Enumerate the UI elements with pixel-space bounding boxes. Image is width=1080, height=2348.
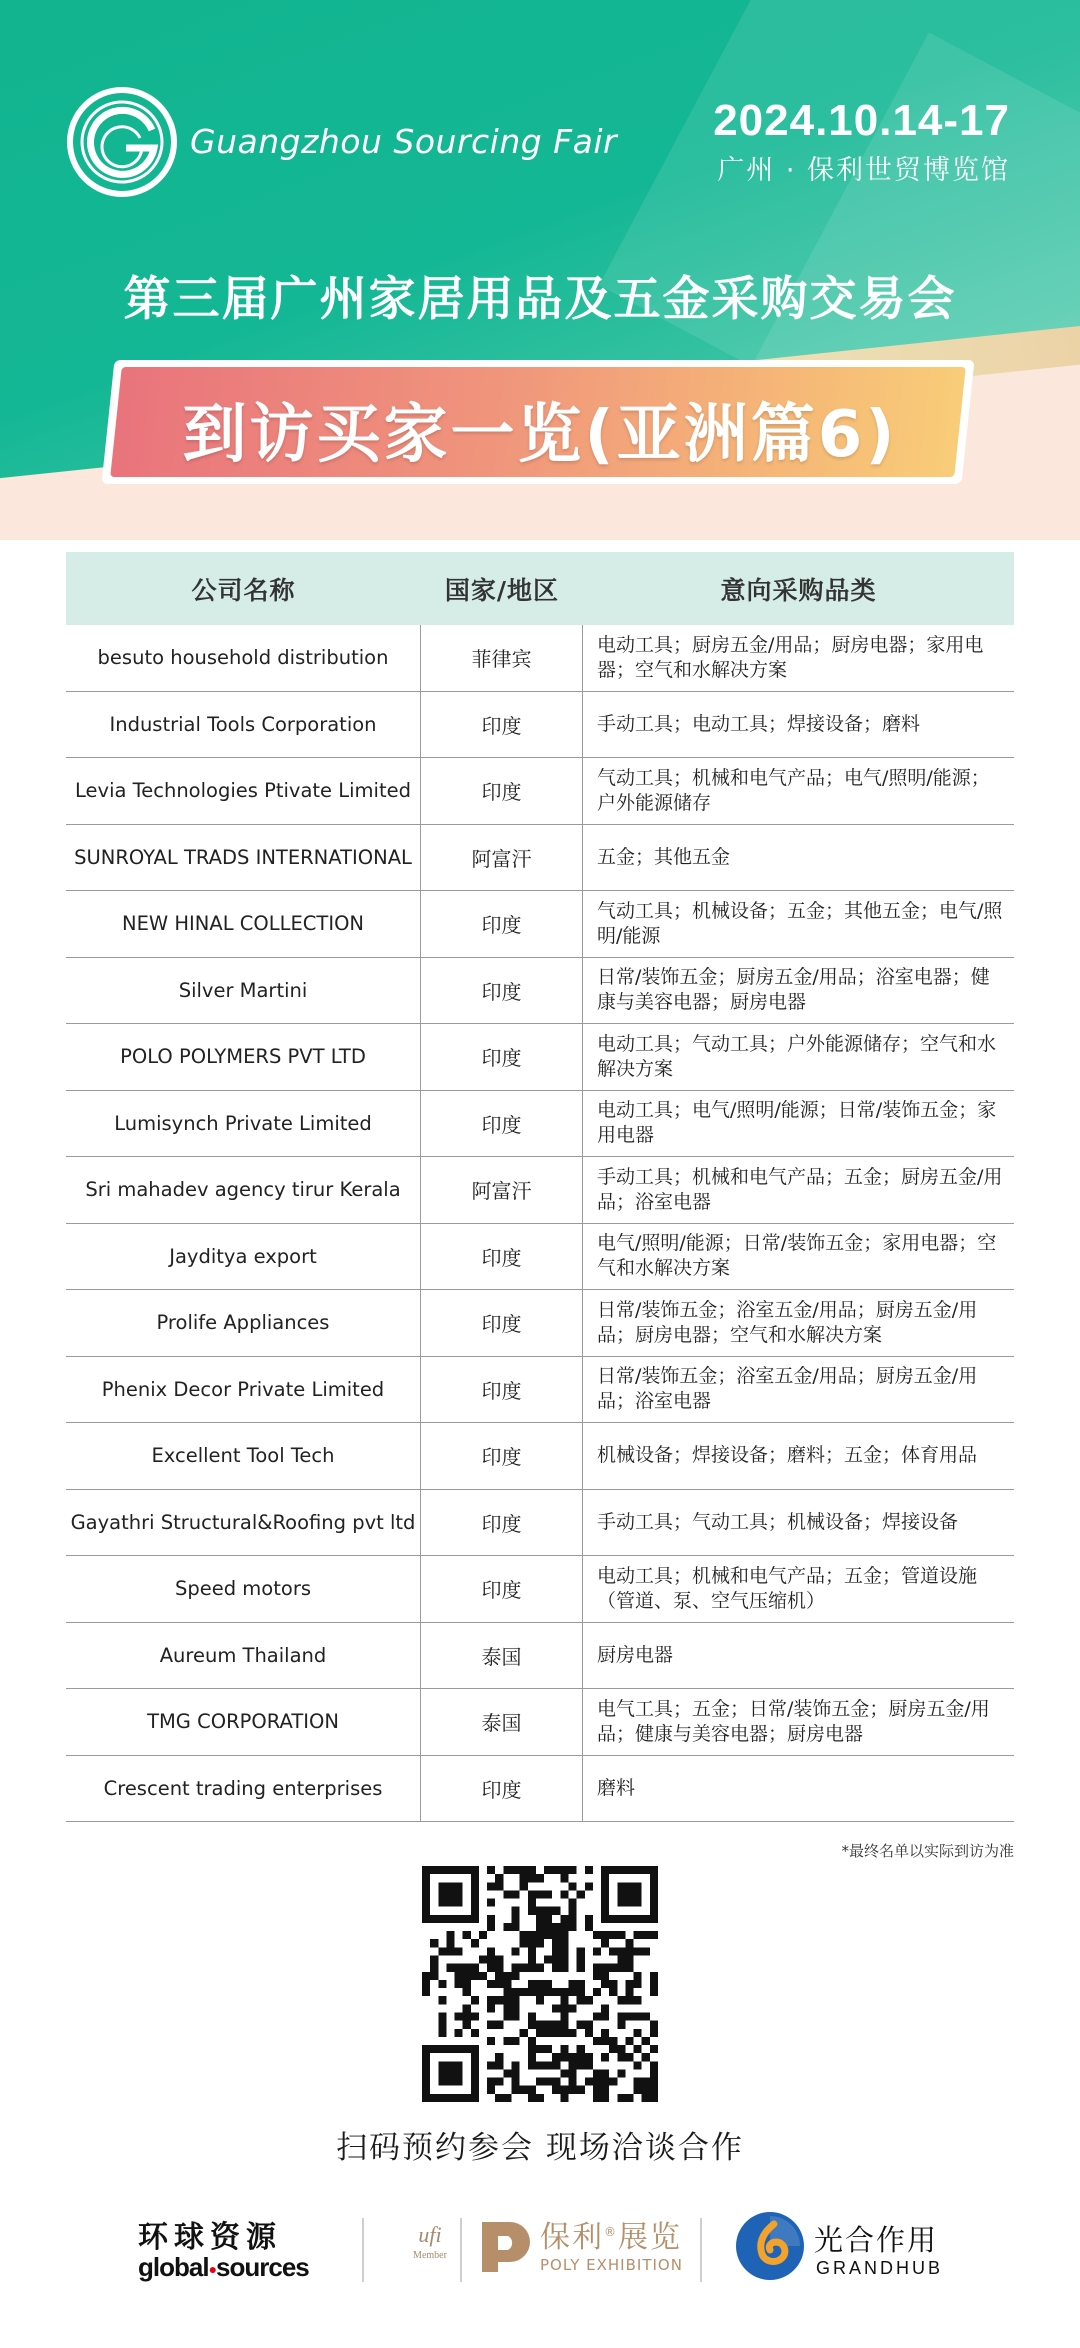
table-row bbox=[66, 1490, 1014, 1557]
country-region: 阿富汗 bbox=[421, 825, 583, 891]
table-row bbox=[66, 1157, 1014, 1224]
page-title: 到访买家一览(亚洲篇6) bbox=[182, 398, 898, 472]
global-sources-logo-en: global●sources bbox=[138, 2252, 309, 2282]
country-region: 印度 bbox=[421, 1091, 583, 1157]
country-region: 印度 bbox=[421, 1423, 583, 1489]
country-region: 印度 bbox=[421, 1357, 583, 1423]
purchase-categories: 五金；其他五金 bbox=[597, 845, 731, 868]
purchase-categories: 手动工具；电动工具；焊接设备；磨料 bbox=[597, 712, 921, 735]
fair-logo-icon bbox=[66, 86, 178, 198]
country-region: 印度 bbox=[421, 1556, 583, 1622]
grandhub-cn: 光合作用 bbox=[814, 2223, 939, 2257]
country-region: 阿富汗 bbox=[421, 1157, 583, 1223]
table-row bbox=[66, 1290, 1014, 1357]
table-row bbox=[66, 1091, 1014, 1158]
purchase-categories: 手动工具；气动工具；机械设备；焊接设备 bbox=[597, 1510, 959, 1533]
country-region: 泰国 bbox=[421, 1689, 583, 1755]
poly-exhibition-cn: 保利®展览 bbox=[540, 2220, 682, 2255]
grandhub-en: GRANDHUB bbox=[816, 2258, 944, 2278]
company-name: Phenix Decor Private Limited bbox=[66, 1357, 421, 1423]
purchase-categories: 机械设备；焊接设备；磨料；五金；体育用品 bbox=[597, 1444, 978, 1467]
divider bbox=[362, 2218, 364, 2282]
disclaimer-note: *最终名单以实际到访为准 bbox=[841, 1842, 1014, 1860]
purchase-categories: 厨房电器 bbox=[597, 1643, 674, 1666]
company-name: TMG CORPORATION bbox=[66, 1689, 421, 1755]
company-name: Prolife Appliances bbox=[66, 1290, 421, 1356]
company-name: Silver Martini bbox=[66, 958, 421, 1024]
ufi-member-logo: ufi Member bbox=[413, 2222, 447, 2261]
event-venue: 广州 · 保利世贸博览馆 bbox=[717, 155, 1010, 186]
table-row bbox=[66, 1556, 1014, 1623]
table-body bbox=[66, 625, 1014, 1822]
global-sources-logo-cn: 环球资源 bbox=[138, 2220, 282, 2255]
header-categories: 意向采购品类 bbox=[720, 575, 877, 605]
poly-logo-icon bbox=[476, 2218, 532, 2276]
company-name: Jayditya export bbox=[66, 1224, 421, 1290]
buyer-table bbox=[66, 552, 1014, 1822]
country-region: 印度 bbox=[421, 692, 583, 758]
purchase-categories: 电气工具；五金；日常/装饰五金；厨房五金/用品；健康与美容电器；厨房电器 bbox=[597, 1697, 990, 1745]
table-row bbox=[66, 1024, 1014, 1091]
company-name: Excellent Tool Tech bbox=[66, 1423, 421, 1489]
purchase-categories: 手动工具；机械和电气产品；五金；厨房五金/用品；浴室电器 bbox=[597, 1165, 1003, 1213]
company-name: POLO POLYMERS PVT LTD bbox=[66, 1024, 421, 1090]
country-region: 菲律宾 bbox=[421, 625, 583, 691]
purchase-categories: 电气/照明/能源；日常/装饰五金；家用电器；空气和水解决方案 bbox=[597, 1232, 997, 1280]
grandhub-logo-icon bbox=[734, 2210, 806, 2282]
footer-logos bbox=[0, 2200, 1080, 2320]
company-name: Sri mahadev agency tirur Kerala bbox=[66, 1157, 421, 1223]
company-name: Crescent trading enterprises bbox=[66, 1756, 421, 1822]
purchase-categories: 气动工具；机械和电气产品；电气/照明/能源；户外能源储存 bbox=[597, 766, 990, 814]
qr-caption: 扫码预约参会 现场洽谈合作 bbox=[336, 2130, 744, 2166]
country-region: 印度 bbox=[421, 1024, 583, 1090]
purchase-categories: 电动工具；气动工具；户外能源储存；空气和水解决方案 bbox=[597, 1032, 997, 1080]
global-sources-dot: ● bbox=[208, 2261, 217, 2278]
purchase-categories: 电动工具；电气/照明/能源；日常/装饰五金；家用电器 bbox=[597, 1099, 997, 1147]
fair-title: 第三届广州家居用品及五金采购交易会 bbox=[123, 272, 957, 327]
country-region: 印度 bbox=[421, 891, 583, 957]
header-company: 公司名称 bbox=[191, 575, 296, 605]
purchase-categories: 日常/装饰五金；浴室五金/用品；厨房五金/用品；浴室电器 bbox=[597, 1365, 978, 1413]
table-row bbox=[66, 1224, 1014, 1291]
poly-exhibition-en: POLY EXHIBITION bbox=[540, 2256, 683, 2274]
company-name: Speed motors bbox=[66, 1556, 421, 1622]
country-region: 印度 bbox=[421, 758, 583, 824]
purchase-categories: 气动工具；机械设备；五金；其他五金；电气/照明/能源 bbox=[597, 899, 1003, 947]
purchase-categories: 电动工具；厨房五金/用品；厨房电器；家用电器；空气和水解决方案 bbox=[597, 633, 984, 681]
table-row bbox=[66, 891, 1014, 958]
country-region: 印度 bbox=[421, 1490, 583, 1556]
table-row bbox=[66, 1423, 1014, 1490]
purchase-categories: 磨料 bbox=[597, 1776, 636, 1799]
company-name: Gayathri Structural&Roofing pvt ltd bbox=[66, 1490, 421, 1556]
qr-code[interactable] bbox=[422, 1866, 658, 2102]
country-region: 泰国 bbox=[421, 1623, 583, 1689]
company-name: besuto household distribution bbox=[66, 625, 421, 691]
purchase-categories: 日常/装饰五金；浴室五金/用品；厨房五金/用品；厨房电器；空气和水解决方案 bbox=[597, 1298, 978, 1346]
purchase-categories: 电动工具；机械和电气产品；五金；管道设施（管道、泵、空气压缩机） bbox=[597, 1564, 978, 1612]
table-row bbox=[66, 1357, 1014, 1424]
company-name: NEW HINAL COLLECTION bbox=[66, 891, 421, 957]
event-date: 2024.10.14-17 bbox=[713, 96, 1010, 145]
divider bbox=[700, 2218, 702, 2282]
table-row bbox=[66, 1756, 1014, 1823]
table-row bbox=[66, 825, 1014, 892]
purchase-categories: 日常/装饰五金；厨房五金/用品；浴室电器；健康与美容电器；厨房电器 bbox=[597, 966, 990, 1014]
company-name: Industrial Tools Corporation bbox=[66, 692, 421, 758]
country-region: 印度 bbox=[421, 1756, 583, 1822]
company-name: Lumisynch Private Limited bbox=[66, 1091, 421, 1157]
company-name: Levia Technologies Ptivate Limited bbox=[66, 758, 421, 824]
table-row bbox=[66, 1689, 1014, 1756]
country-region: 印度 bbox=[421, 1224, 583, 1290]
table-row bbox=[66, 692, 1014, 759]
divider bbox=[460, 2218, 462, 2282]
company-name: SUNROYAL TRADS INTERNATIONAL bbox=[66, 825, 421, 891]
country-region: 印度 bbox=[421, 958, 583, 1024]
table-row bbox=[66, 958, 1014, 1025]
table-row bbox=[66, 758, 1014, 825]
table-row bbox=[66, 1623, 1014, 1690]
table-header bbox=[66, 552, 1014, 625]
table-row bbox=[66, 625, 1014, 692]
brand-name: Guangzhou Sourcing Fair bbox=[190, 122, 618, 161]
header-country: 国家/地区 bbox=[444, 575, 560, 605]
country-region: 印度 bbox=[421, 1290, 583, 1356]
company-name: Aureum Thailand bbox=[66, 1623, 421, 1689]
